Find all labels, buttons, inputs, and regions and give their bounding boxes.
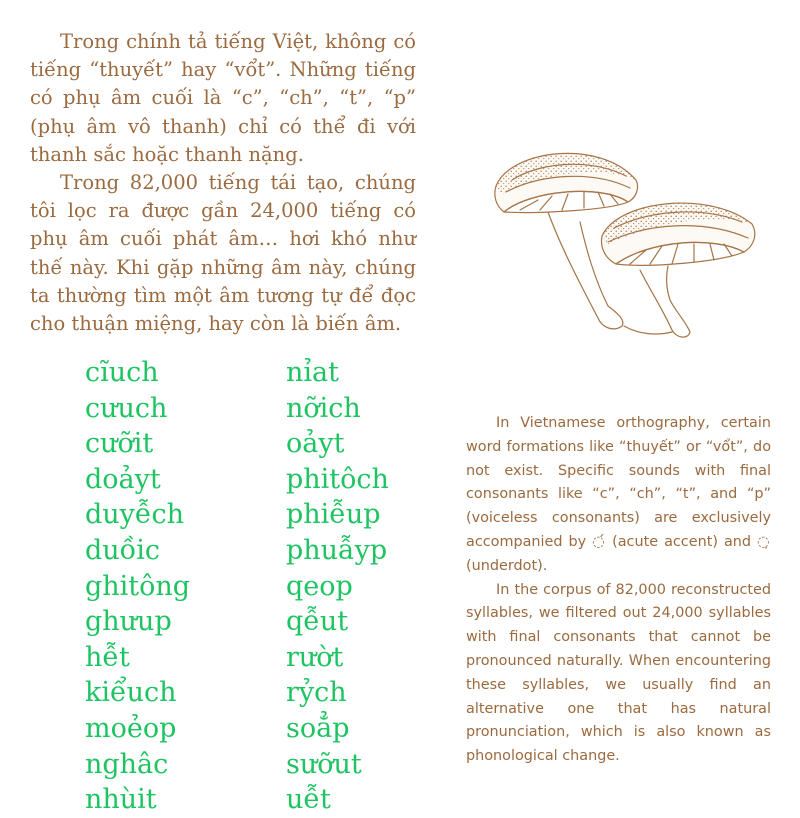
syllable-item: hễt [85, 641, 130, 673]
syllable-item: nỡich [286, 392, 361, 424]
vietnamese-paragraph-2: Trong 82,000 tiếng tái tạo, chúng tôi lọc ra được gần 24,000 tiếng có phụ âm cuối phát âm… hơi khó như thế này. Khi gặp những âm này, chúng ta thường tìm một âm tương tự để đọc cho thuận miệng, hay còn là biến âm. [30, 171, 416, 336]
syllable-item: ghưup [85, 606, 172, 638]
english-paragraph-1: In Vietnamese orthography, certain word formations like “thuyết” or “vổt”, do not exist. Specific sounds with final consonants like “c”, “ch”, “t”, and “p” (voiceless consonants) are exclusively accompanied by ◌́ (acute accent) and ◌̣ (underdot). [466, 415, 771, 574]
syllable-item: qeop [286, 570, 353, 602]
syllable-item: soẳp [286, 712, 350, 744]
syllable-item: duồic [85, 534, 160, 566]
syllable-item: oảyt [286, 428, 345, 460]
english-text [466, 412, 771, 769]
syllable-item: rườt [286, 641, 344, 673]
syllable-item: phuẫyp [286, 534, 388, 566]
syllable-item: nghâc [85, 748, 169, 780]
syllable-item: cưuch [85, 392, 168, 424]
syllable-item: ghitông [85, 570, 191, 602]
syllable-item: rỷch [286, 677, 347, 709]
syllable-item: nỉat [286, 357, 339, 388]
syllable-item: phiễup [286, 499, 381, 531]
syllable-column-left [85, 355, 190, 818]
syllable-item: sưỡut [286, 748, 362, 780]
syllable-item: doảyt [85, 463, 161, 495]
vietnamese-text [30, 28, 416, 338]
syllable-item: uễt [286, 784, 331, 816]
syllable-item: duyễch [85, 499, 185, 531]
syllable-item: kiểuch [85, 677, 177, 709]
syllable-item: cưỡit [85, 428, 154, 460]
syllable-item: cĩuch [85, 357, 159, 388]
syllable-item: phitôch [286, 463, 389, 495]
syllable-item: nhùit [85, 784, 157, 816]
syllable-column-right [286, 355, 389, 818]
english-paragraph-2: In the corpus of 82,000 reconstructed syllables, we filtered out 24,000 syllables with final consonants that cannot be pronounced naturally. When encountering these syllables, we usually find an alternative one that has natural pronunciation, which is also known as phonological change. [466, 581, 771, 765]
syllable-item: moẻop [85, 712, 177, 744]
mushroom-illustration-icon [490, 140, 780, 345]
vietnamese-paragraph-1: Trong chính tả tiếng Việt, không có tiếng “thuyết” hay “vổt”. Những tiếng có phụ âm cuối là “c”, “ch”, “t”, “p” (phụ âm vô thanh) chỉ có thể đi với thanh sắc hoặc thanh nặng. [30, 30, 416, 166]
syllable-item: qễut [286, 606, 349, 638]
